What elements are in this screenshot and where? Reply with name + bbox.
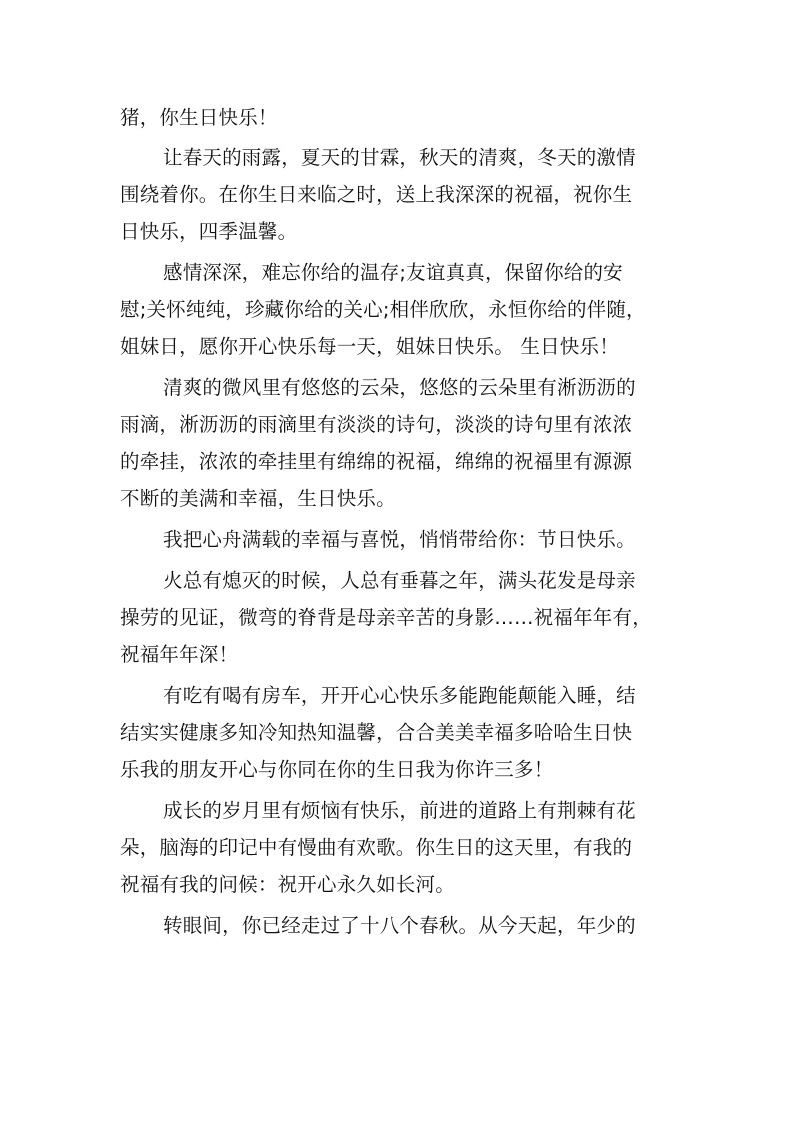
text-line: 操劳的见证，微弯的脊背是母亲辛苦的身影……祝福年年有， xyxy=(120,606,652,629)
text-line: 转眼间，你已经走过了十八个春秋。从今天起，年少的 xyxy=(163,914,636,937)
text-line: 雨滴，淅沥沥的雨滴里有淡淡的诗句，淡淡的诗句里有浓浓 xyxy=(120,413,633,436)
text-line: 祝福有我的问候：祝开心永久如长河。 xyxy=(120,873,455,896)
text-line: 祝福年年深！ xyxy=(120,643,239,666)
text-line: 成长的岁月里有烦恼有快乐，前进的道路上有荆棘有花 xyxy=(163,799,636,822)
text-line: 姐妹日，愿你开心快乐每一天，姐妹日快乐。 生日快乐！ xyxy=(120,335,619,358)
text-line: 的牵挂，浓浓的牵挂里有绵绵的祝福，绵绵的祝福里有源源 xyxy=(120,450,633,473)
text-line: 猪，你生日快乐！ xyxy=(120,106,278,129)
text-line: 让春天的雨露，夏天的甘霖，秋天的清爽，冬天的激情 xyxy=(163,146,636,169)
text-line: 日快乐，四季温馨。 xyxy=(120,220,298,243)
text-line: 结实实健康多知冷知热知温馨，合合美美幸福多哈哈生日快 xyxy=(120,721,633,744)
text-line: 感情深深，难忘你给的温存;友谊真真，保留你给的安 xyxy=(163,261,623,284)
text-line: 火总有熄灭的时候，人总有垂暮之年，满头花发是母亲 xyxy=(163,569,636,592)
text-line: 不断的美满和幸福，生日快乐。 xyxy=(120,487,396,510)
text-line: 我把心舟满载的幸福与喜悦，悄悄带给你：节日快乐。 xyxy=(163,528,636,551)
text-line: 乐我的朋友开心与你同在你的生日我为你许三多！ xyxy=(120,758,554,781)
text-line: 围绕着你。在你生日来临之时，送上我深深的祝福，祝你生 xyxy=(120,183,633,206)
text-line: 有吃有喝有房车，开开心心快乐多能跑能颠能入睡，结 xyxy=(163,684,636,707)
text-line: 慰;关怀纯纯，珍藏你给的关心;相伴欣欣，永恒你给的伴随， xyxy=(120,298,646,321)
text-line: 清爽的微风里有悠悠的云朵，悠悠的云朵里有淅沥沥的 xyxy=(163,376,636,399)
text-line: 朵，脑海的印记中有慢曲有欢歌。你生日的这天里，有我的 xyxy=(120,836,633,859)
